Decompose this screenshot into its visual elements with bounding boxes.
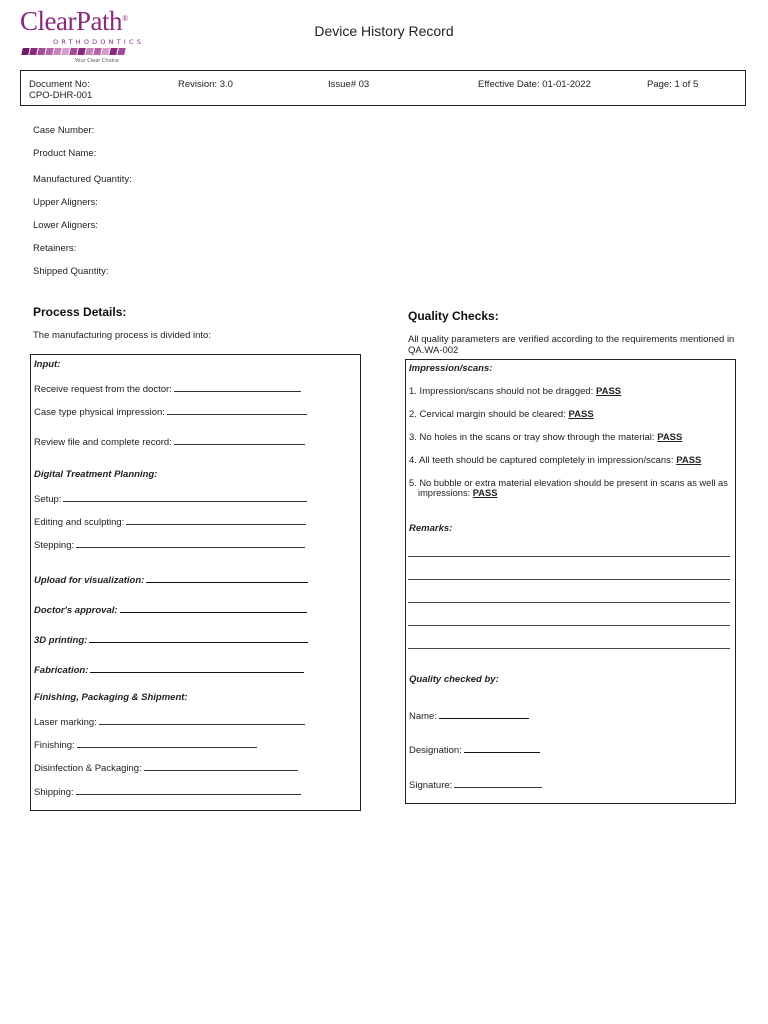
check-5-label: 5. No bubble or extra material elevation should be present in scans as well as bbox=[409, 478, 728, 488]
case-type-line[interactable] bbox=[167, 405, 307, 415]
logo-registered: ® bbox=[121, 14, 128, 23]
document-title: Device History Record bbox=[314, 23, 454, 39]
printing-line[interactable] bbox=[89, 633, 308, 643]
logo-squares bbox=[22, 48, 125, 55]
check-5-row bbox=[409, 478, 728, 498]
stepping-label: Stepping: bbox=[34, 540, 75, 551]
manufactured-quantity-label: Manufactured Quantity: bbox=[33, 174, 132, 185]
setup-line[interactable] bbox=[63, 492, 307, 502]
review-file-line[interactable] bbox=[174, 435, 305, 445]
shipping-label: Shipping: bbox=[34, 787, 74, 798]
quality-checked-by-heading: Quality checked by: bbox=[409, 674, 499, 685]
quality-box bbox=[405, 359, 736, 804]
receive-request-row bbox=[34, 382, 301, 395]
check-2-row bbox=[409, 409, 594, 420]
signature-label: Signature: bbox=[409, 780, 453, 791]
upload-line[interactable] bbox=[146, 573, 308, 583]
review-file-row bbox=[34, 435, 305, 448]
check-3-pass: PASS bbox=[657, 432, 683, 443]
revision-cell: Revision: 3.0 bbox=[178, 79, 233, 90]
input-heading: Input: bbox=[34, 359, 61, 370]
case-type-label: Case type physical impression: bbox=[34, 407, 165, 418]
quality-checks-title: Quality Checks: bbox=[408, 309, 499, 323]
name-line[interactable] bbox=[439, 709, 529, 719]
upload-row bbox=[34, 573, 308, 586]
retainers-label: Retainers: bbox=[33, 243, 77, 254]
editing-label: Editing and sculpting: bbox=[34, 517, 125, 528]
remarks-line-3[interactable] bbox=[408, 602, 730, 603]
case-type-row bbox=[34, 405, 307, 418]
logo-brand: ClearPath bbox=[20, 6, 122, 36]
check-5-pass: PASS bbox=[472, 488, 498, 498]
check-1-label: 1. Impression/scans should not be dragged: bbox=[409, 386, 594, 397]
disinfection-line[interactable] bbox=[144, 761, 298, 771]
editing-line[interactable] bbox=[126, 515, 306, 525]
shipping-row bbox=[34, 785, 301, 798]
signature-row bbox=[409, 778, 542, 791]
check-4-pass: PASS bbox=[676, 455, 702, 466]
approval-row bbox=[34, 603, 307, 616]
finishing-line[interactable] bbox=[77, 738, 257, 748]
stepping-row bbox=[34, 538, 305, 551]
upper-aligners-label: Upper Aligners: bbox=[33, 197, 98, 208]
disinfection-row bbox=[34, 761, 298, 774]
setup-row bbox=[34, 492, 307, 505]
product-name-label: Product Name: bbox=[33, 148, 97, 159]
shipping-line[interactable] bbox=[76, 785, 301, 795]
quality-intro: All quality parameters are verified according to the requirements mentioned in QA.WA-002 bbox=[408, 334, 735, 356]
stepping-line[interactable] bbox=[76, 538, 305, 548]
check-4-row bbox=[409, 455, 701, 466]
check-1-pass: PASS bbox=[595, 386, 622, 397]
check-2-label: 2. Cervical margin should be cleared: bbox=[409, 409, 566, 420]
effective-date-cell: Effective Date: 01-01-2022 bbox=[478, 79, 591, 90]
designation-label: Designation: bbox=[409, 745, 462, 756]
laser-line[interactable] bbox=[99, 715, 305, 725]
review-file-label: Review file and complete record: bbox=[34, 437, 172, 448]
logo-square bbox=[117, 48, 125, 55]
printing-label: 3D printing: bbox=[34, 635, 88, 646]
finishing-heading: Finishing, Packaging & Shipment: bbox=[34, 692, 188, 703]
process-box bbox=[30, 354, 361, 811]
logo-tagline: Your Clear Choice bbox=[75, 58, 119, 64]
laser-label: Laser marking: bbox=[34, 717, 97, 728]
check-3-row bbox=[409, 432, 682, 443]
editing-row bbox=[34, 515, 306, 528]
document-number-cell bbox=[29, 79, 92, 101]
designation-line[interactable] bbox=[464, 743, 540, 753]
issue-cell: Issue# 03 bbox=[328, 79, 370, 90]
receive-request-label: Receive request from the doctor: bbox=[34, 384, 172, 395]
remarks-line-1[interactable] bbox=[408, 556, 730, 557]
remarks-line-5[interactable] bbox=[408, 648, 730, 649]
check-1-row bbox=[409, 386, 621, 397]
check-2-pass: PASS bbox=[568, 409, 594, 420]
logo-subline: ORTHODONTICS bbox=[53, 38, 145, 46]
digital-treatment-heading: Digital Treatment Planning: bbox=[34, 469, 158, 480]
fabrication-line[interactable] bbox=[90, 663, 304, 673]
laser-row bbox=[34, 715, 305, 728]
document-number-label: Document No: bbox=[29, 79, 90, 90]
header-table bbox=[20, 70, 746, 106]
check-5-label-cont: impressions: bbox=[418, 488, 471, 498]
lower-aligners-label: Lower Aligners: bbox=[33, 220, 98, 231]
designation-row bbox=[409, 743, 540, 756]
printing-row bbox=[34, 633, 308, 646]
upload-label: Upload for visualization: bbox=[34, 575, 145, 586]
process-intro: The manufacturing process is divided into: bbox=[33, 330, 211, 341]
process-details-title: Process Details: bbox=[33, 305, 127, 319]
fabrication-row bbox=[34, 663, 304, 676]
remarks-line-4[interactable] bbox=[408, 625, 730, 626]
case-number-label: Case Number: bbox=[33, 125, 95, 136]
impressions-heading: Impression/scans: bbox=[409, 363, 493, 374]
page-number-cell: Page: 1 of 5 bbox=[647, 79, 699, 90]
remarks-heading: Remarks: bbox=[409, 523, 453, 534]
document-number-value: CPO-DHR-001 bbox=[29, 90, 93, 101]
remarks-line-2[interactable] bbox=[408, 579, 730, 580]
finishing-label: Finishing: bbox=[34, 740, 75, 751]
setup-label: Setup: bbox=[34, 494, 62, 505]
signature-line[interactable] bbox=[454, 778, 542, 788]
finishing-row bbox=[34, 738, 257, 751]
name-label: Name: bbox=[409, 711, 437, 722]
check-3-label: 3. No holes in the scans or tray show through the material: bbox=[409, 432, 655, 443]
approval-line[interactable] bbox=[120, 603, 307, 613]
fabrication-label: Fabrication: bbox=[34, 665, 89, 676]
approval-label: Doctor's approval: bbox=[34, 605, 118, 616]
name-row bbox=[409, 709, 529, 722]
disinfection-label: Disinfection & Packaging: bbox=[34, 763, 142, 774]
receive-request-line[interactable] bbox=[174, 382, 301, 392]
shipped-quantity-label: Shipped Quantity: bbox=[33, 266, 109, 277]
check-4-label: 4. All teeth should be captured completely in impression/scans: bbox=[409, 455, 674, 466]
